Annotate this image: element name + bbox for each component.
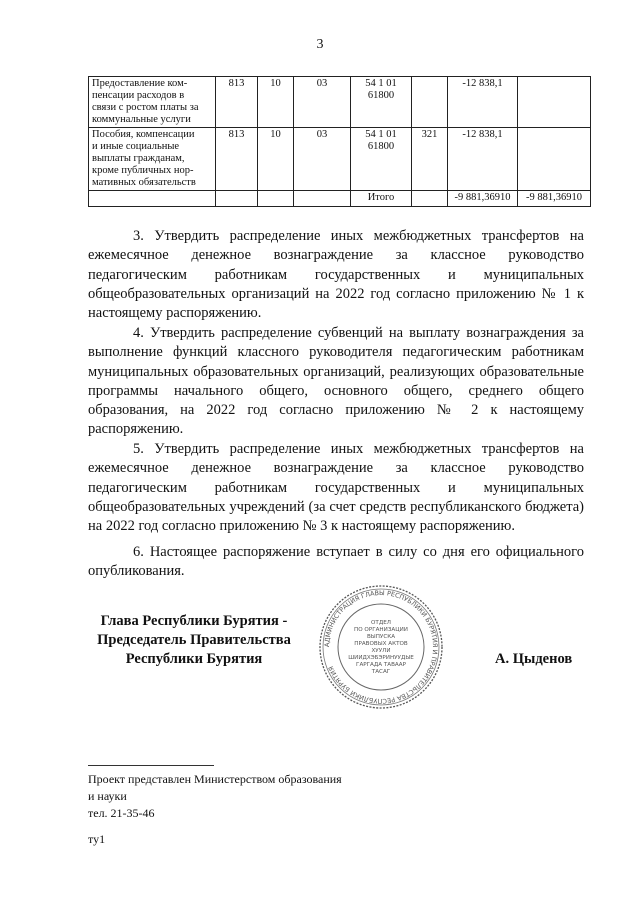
table-total-row [89,191,591,207]
seal-ring-text [323,589,439,705]
seal-line: ГАРГАДА ТАВААР [356,662,406,668]
signatory-title: Глава Республики Бурятия - Председатель Правительства Республики Бурятия [97,613,291,667]
seal-line: ВЫПУСКА [366,634,396,640]
total-amount: -9 881,36910 [448,191,518,207]
page-number: 3 [316,37,324,52]
seal-center-text [348,620,414,675]
seal-line: ОТДЕЛ [371,620,391,626]
paragraph-6: 6. Настоящее распоряжение вступает в силу со дня его официального опубликования. [88,544,584,580]
seal-line: ПРАВОВЫХ АКТОВ [354,641,408,647]
table-cell-code: 813 [216,77,258,128]
seal-line: ТАСАГ [371,669,391,675]
table-cell-type: 321 [412,128,448,191]
table-cell-amount2 [518,77,591,128]
footnote-line: тел. 21-35-46 [88,806,155,820]
seal-line: ПО ОРГАНИЗАЦИИ [354,627,408,633]
table-cell-section: 10 [258,77,294,128]
total-label: Итого [351,191,412,207]
table-cell-amount2 [518,128,591,191]
seal-inner-ring [338,604,424,690]
table-cell-description: Пособия, компенсации и иные социальные выплаты гражданам, кроме публичных нор- мативных обязательств [89,128,216,191]
table-cell-target: 54 1 01 61800 [351,128,412,191]
table-cell-description: Предоставление ком- пенсации расходов в связи с ростом платы за коммунальные услуги [89,77,216,128]
seal-line: ШИИДХЭБЭРИНУУДЫЕ [348,655,414,661]
seal-ring-textpath: АДМИНИСТРАЦИЯ ГЛАВЫ РЕСПУБЛИКИ БУРЯТИЯ И ПРАВИТЕЛЬСТВА РЕСПУБЛИКИ БУРЯТИЯ [322,588,440,706]
table-cell-amount: -12 838,1 [448,77,518,128]
table-cell-subsection: 03 [294,128,351,191]
footnote-line: и науки [88,789,127,803]
table-cell-subsection: 03 [294,77,351,128]
total-amount2: -9 881,36910 [518,191,591,207]
table-cell-type [412,77,448,128]
signatory-name: А. Цыденов [495,651,573,667]
table-cell-target: 54 1 01 61800 [351,77,412,128]
table-cell-code: 813 [216,128,258,191]
footnote [88,771,342,822]
official-seal [317,583,445,711]
paragraph-3: 3. Утвердить распределение иных межбюджетных трансфертов на ежемесячное денежное вознаграждение за классное руководство педагогическим работникам государственных и муниципальных общеобразовательных организаций на 2022 год согласно приложению № 1 к настоящему распоряжению. [88,228,584,322]
budget-table [88,76,591,207]
table-row [89,128,591,191]
seal-line: ХУУЛИ [371,648,391,654]
document-tag: ту1 [88,832,106,846]
table-cell-amount: -12 838,1 [448,128,518,191]
table-row [89,77,591,128]
footnote-divider [88,765,214,766]
paragraph-4: 4. Утвердить распределение субвенций на выплату вознаграждения за выполнение функций классного руководителя педагогическим работникам муниципальных образовательных организаций, реализующих образовательные программы начального общего, основного общего, среднего общего образования, на 2022 год согласно приложению № 2 к настоящему распоряжению. [88,325,584,438]
footnote-line: Проект представлен Министерством образования [88,772,342,786]
paragraph-5: 5. Утвердить распределение иных межбюджетных трансфертов на ежемесячное денежное вознаграждение за классное руководство педагогическим работникам государственных и муниципальных общеобразовательных учреждений (за счет средств республиканского бюджета) на 2022 год согласно приложению № 3 к настоящему распоряжению. [88,441,584,535]
table-cell-section: 10 [258,128,294,191]
